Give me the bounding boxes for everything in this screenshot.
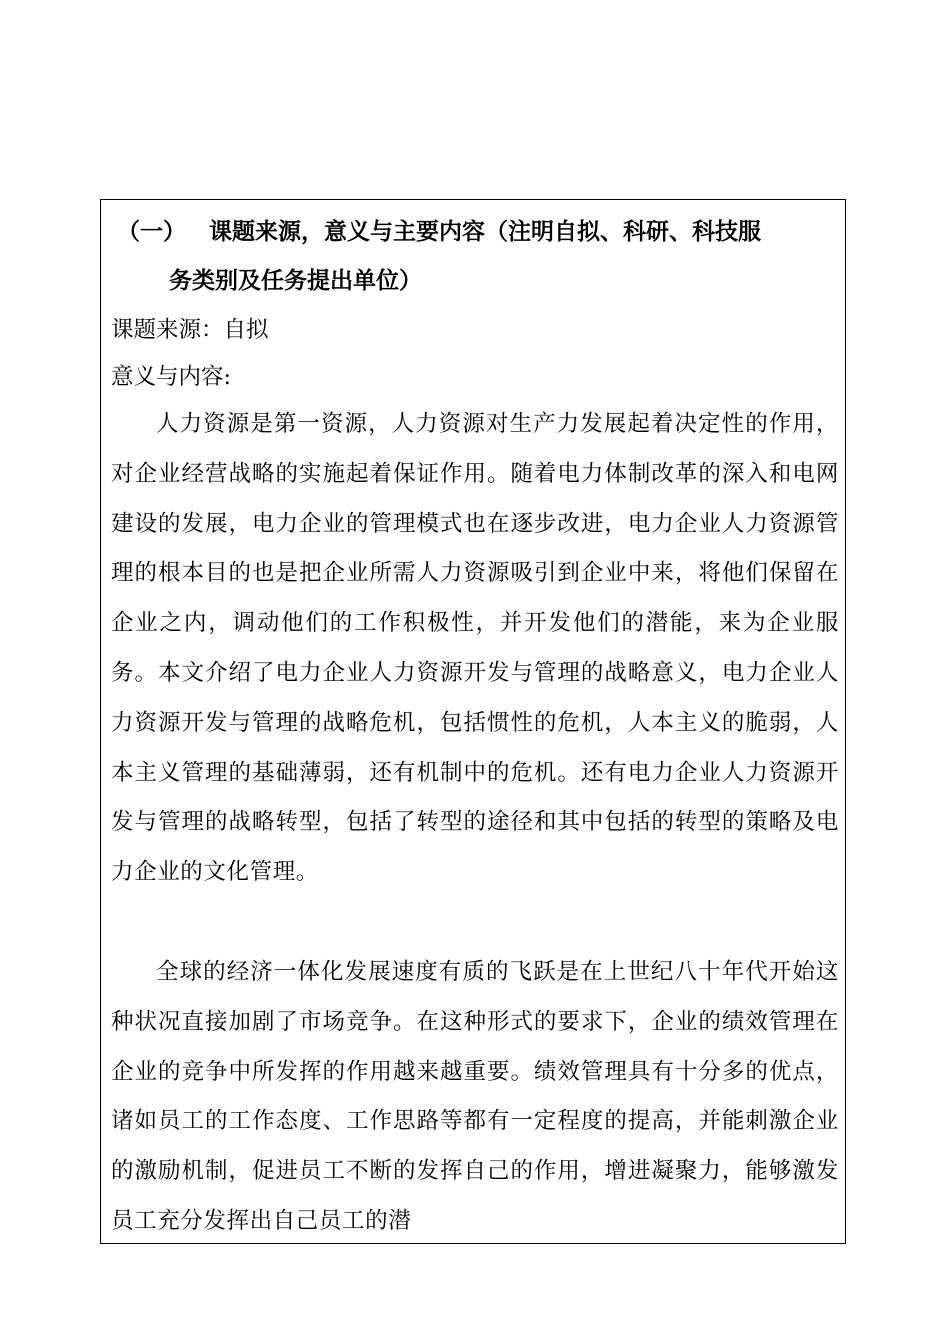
section-title-line1: 课题来源，意义与主要内容（注明自拟、科研、科技服 [209, 218, 761, 245]
meaning-label: 意义与内容: [111, 364, 232, 390]
section-title-line2: 务类别及任务提出单位） [169, 267, 422, 294]
document-frame [100, 199, 846, 1244]
section-title [117, 207, 837, 305]
section-number: （一） [117, 218, 186, 245]
paragraph-2: 全球的经济一体化发展速度有质的飞跃是在上世纪八十年代开始这种状况直接加剧了市场竞争。在这种形式的要求下，企业的绩效管理在企业的竞争中所发挥的作用越来越重要。绩效管理具有十分多的优点，诸如员工的工作态度、工作思路等都有一定程度的提高，并能刺激企业的激励机制，促进员工不断的发挥自己的作用，增进凝聚力，能够激发员工充分发挥出自己员工的潜 [111, 959, 839, 1234]
paragraph-1: 人力资源是第一资源，人力资源对生产力发展起着决定性的作用，对企业经营战略的实施起着保证作用。随着电力体制改革的深入和电网建设的发展，电力企业的管理模式也在逐步改进，电力企业人力资源管理的根本目的也是把企业所需人力资源吸引到企业中来，将他们保留在企业之内，调动他们的工作积极性，并开发他们的潜能，来为企业服务。本文介绍了电力企业人力资源开发与管理的战略意义，电力企业人力资源开发与管理的战略危机，包括惯性的危机，人本主义的脆弱，人本主义管理的基础薄弱，还有机制中的危机。还有电力企业人力资源开发与管理的战略转型，包括了转型的途径和其中包括的转型的策略及电力企业的文化管理。 [111, 411, 839, 886]
topic-source-line: 课题来源：自拟 [111, 317, 269, 343]
